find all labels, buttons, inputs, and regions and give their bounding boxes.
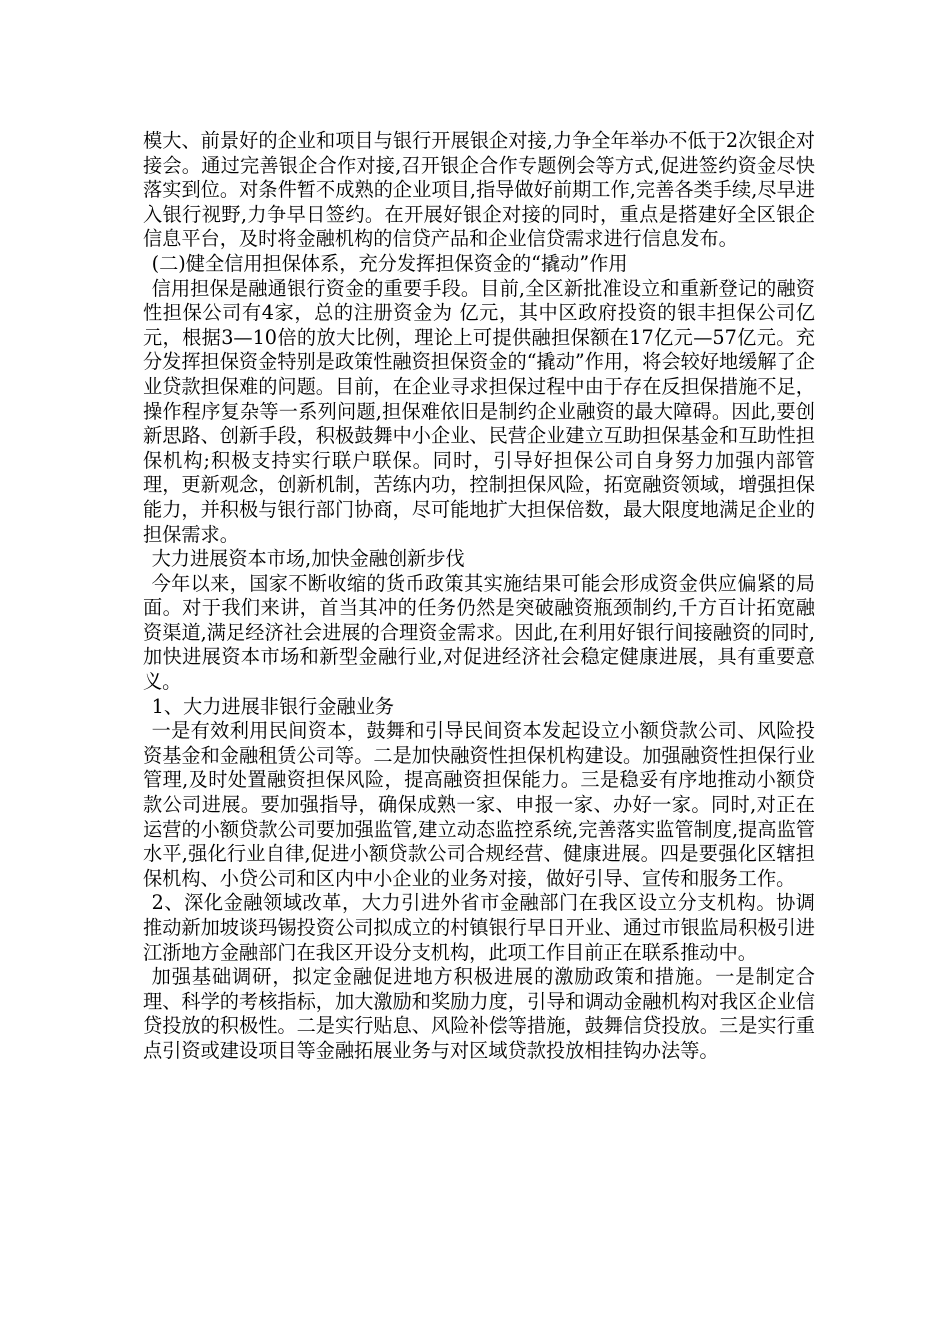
paragraph-basic-research: 加强基础调研，拟定金融促进地方积极进展的激励政策和措施。一是制定合理、科学的考核指标，加大激励和奖励力度，引导和调动金融机构对我区企业信贷投放的积极性。二是实行贴息、风险补偿等措施，鼓舞信贷投放。三是实行重点引资或建设项目等金融拓展业务与对区域贷款投放相挂钩办法等。 [143,965,815,1062]
paragraph-bank-enterprise: 模大、前景好的企业和项目与银行开展银企对接,力争全年举办不低于2次银企对接会。通过完善银企合作对接,召开银企合作专题例会等方式,促进签约资金尽快落实到位。对条件暂不成熟的企业项目,指导做好前期工作,完善各类手续,尽早进入银行视野,力争早日签约。在开展好银企对接的同时，重点是搭建好全区银企信息平台，及时将金融机构的信贷产品和企业信贷需求进行信息发布。 [143,129,815,251]
section-heading-credit-guarantee: (二)健全信用担保体系，充分发挥担保资金的“撬动”作用 [151,251,628,275]
subheading-non-bank-finance: 1、大力进展非银行金融业务 [151,694,395,718]
paragraph-capital-market: 今年以来，国家不断收缩的货币政策其实施结果可能会形成资金供应偏紧的局面。对于我们来讲，首当其冲的任务仍然是突破融资瓶颈制约,千方百计拓宽融资渠道,满足经济社会进展的合理资金需求。因此,在利用好银行间接融资的同时,加快进展资本市场和新型金融行业,对促进经济社会稳定健康进展，具有重要意义。 [143,571,815,694]
paragraph-non-bank-finance: 一是有效利用民间资本，鼓舞和引导民间资本发起设立小额贷款公司、风险投资基金和金融租赁公司等。二是加快融资性担保机构建设。加强融资性担保行业管理,及时处置融资担保风险，提高融资担保能力。三是稳妥有序地推动小额贷款公司进展。要加强指导，确保成熟一家、申报一家、办好一家。同时,对正在运营的小额贷款公司要加强监管,建立动态监控系统,完善落实监管制度,提高监管水平,强化行业自律,促进小额贷款公司合规经营、健康进展。四是要强化区辖担保机构、小贷公司和区内中小企业的业务对接，做好引导、宣传和服务工作。 [143,719,815,890]
section-heading-capital-market: 大力进展资本市场,加快金融创新步伐 [151,547,465,571]
paragraph-finance-reform: 2、深化金融领域改革，大力引进外省市金融部门在我区设立分支机构。协调推动新加坡谈玛锡投资公司拟成立的村镇银行早日开业、通过市银监局积极引进江浙地方金融部门在我区开设分支机构，此项工作目前正在联系推动中。 [143,891,815,964]
paragraph-credit-guarantee: 信用担保是融通银行资金的重要手段。目前,全区新批准设立和重新登记的融资性担保公司有4家，总的注册资金为 亿元，其中区政府投资的银丰担保公司亿元，根据3—10倍的放大比例，理论上可提供融担保额在17亿元—57亿元。充分发挥担保资金特别是政策性融资担保资金的“撬动”作用，将会较好地缓解了企业贷款担保难的问题。目前，在企业寻求担保过程中由于存在反担保措施不足，操作程序复杂等一系列问题,担保难依旧是制约企业融资的最大障碍。因此,要创新思路、创新手段，积极鼓舞中小企业、民营企业建立互助担保基金和互助性担保机构;积极支持实行联户联保。同时，引导好担保公司自身努力加强内部管理，更新观念，创新机制，苦练内功，控制担保风险，拓宽融资领域，增强担保能力，并积极与银行部门协商，尽可能地扩大担保倍数，最大限度地满足企业的担保需求。 [143,276,815,546]
document-body [143,129,815,1064]
